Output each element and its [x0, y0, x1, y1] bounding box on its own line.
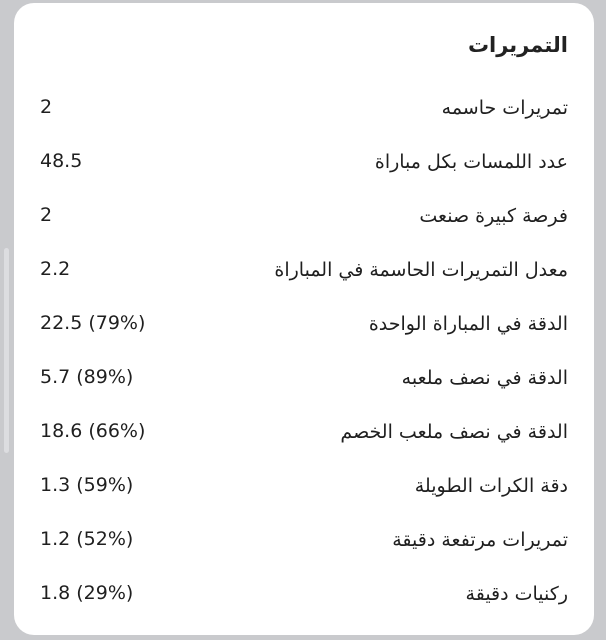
stat-row-long-balls-accuracy — [14, 467, 594, 507]
passing-stats-card — [14, 3, 594, 635]
stat-label: تمريرات حاسمه — [441, 97, 568, 119]
stat-row-accuracy-per-match — [14, 305, 594, 345]
stat-label: الدقة في المباراة الواحدة — [368, 313, 568, 335]
stat-row-accurate-chipped-passes — [14, 521, 594, 561]
stat-label: ركنيات دقيقة — [465, 583, 568, 605]
stat-row-accuracy-opposition-half — [14, 413, 594, 453]
stat-row-accuracy-own-half — [14, 359, 594, 399]
stat-row-big-chances-created — [14, 197, 594, 237]
stat-value: 1.3 (59%) — [40, 474, 134, 496]
stat-label: الدقة في نصف ملعب الخصم — [340, 421, 568, 443]
scrollbar-thumb[interactable] — [4, 248, 9, 453]
stat-value: 18.6 (66%) — [40, 420, 146, 442]
stat-row-accurate-crosses — [14, 575, 594, 615]
stats-list — [14, 3, 594, 635]
stat-row-touches-per-match — [14, 143, 594, 183]
stat-value: 1.8 (29%) — [40, 582, 134, 604]
stat-value: 2 — [40, 96, 53, 118]
section-title: التمريرات — [467, 33, 568, 57]
stat-value: 48.5 — [40, 150, 83, 172]
stat-row-assists-per-match — [14, 251, 594, 291]
stat-label: دقة الكرات الطويلة — [414, 475, 568, 497]
stat-row-assists — [14, 89, 594, 129]
stat-value: 2.2 — [40, 258, 71, 280]
stat-value: 5.7 (89%) — [40, 366, 134, 388]
stat-label: عدد اللمسات بكل مباراة — [374, 151, 568, 173]
stat-label: الدقة في نصف ملعبه — [401, 367, 568, 389]
stat-value: 2 — [40, 204, 53, 226]
stat-label: تمريرات مرتفعة دقيقة — [392, 529, 568, 551]
stat-value: 22.5 (79%) — [40, 312, 146, 334]
stat-label: فرصة كبيرة صنعت — [419, 205, 568, 227]
stat-value: 1.2 (52%) — [40, 528, 134, 550]
stat-label: معدل التمريرات الحاسمة في المباراة — [274, 259, 568, 281]
